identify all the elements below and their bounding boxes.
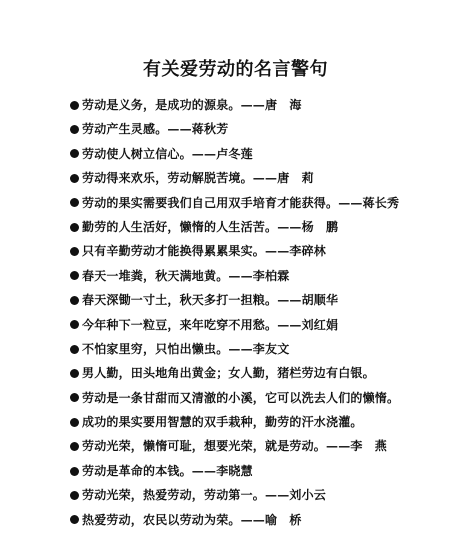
list-item <box>70 288 460 312</box>
quote-text: 劳动产生灵感。——蒋秋芳 <box>82 122 229 137</box>
list-item <box>70 337 460 361</box>
list-item <box>70 410 460 434</box>
quote-text: 勤劳的人生活好，懒惰的人生活苦。——杨 鹏 <box>82 219 339 234</box>
list-item <box>70 264 460 288</box>
quote-text: 男人勤，田头地角出黄金；女人勤，猪栏劳边有白银。 <box>82 366 375 381</box>
list-item <box>70 142 460 166</box>
quote-text: 劳动是一条甘甜而又清澈的小溪，它可以洗去人们的懒惰。 <box>82 390 400 405</box>
list-item <box>70 361 460 385</box>
bullet-icon <box>70 467 79 476</box>
list-item <box>70 117 460 141</box>
page-title: 有关爱劳动的名言警句 <box>143 59 328 80</box>
quote-text: 今年种下一粒豆，来年吃穿不用愁。——刘红娟 <box>82 317 339 332</box>
list-item <box>70 166 460 190</box>
bullet-icon <box>70 174 79 183</box>
quote-text: 只有辛勤劳动才能换得累累果实。——李碎林 <box>82 244 327 259</box>
list-item <box>70 215 460 239</box>
list-item <box>70 434 460 458</box>
list-item <box>70 313 460 337</box>
list-item <box>70 459 460 483</box>
bullet-icon <box>70 247 79 256</box>
bullet-icon <box>70 393 79 402</box>
bullet-icon <box>70 369 79 378</box>
quote-list <box>70 93 460 532</box>
quote-text: 热爱劳动，农民以劳动为荣。——喻 桥 <box>82 512 302 527</box>
quote-text: 劳动得来欢乐，劳动解脱苦境。——唐 莉 <box>82 171 314 186</box>
bullet-icon <box>70 296 79 305</box>
list-item <box>70 239 460 263</box>
bullet-icon <box>70 442 79 451</box>
bullet-icon <box>70 198 79 207</box>
bullet-icon <box>70 515 79 524</box>
quote-text: 劳动是义务，是成功的源泉。——唐 海 <box>82 98 302 112</box>
quote-text: 劳动的果实需要我们自己用双手培育才能获得。——蒋长秀 <box>82 195 400 210</box>
bullet-icon <box>70 320 79 329</box>
quote-text: 劳动是革命的本钱。——李晓慧 <box>82 463 253 478</box>
list-item <box>70 483 460 507</box>
quote-text: 春天一堆粪，秋天满地黄。——李柏霖 <box>82 268 290 283</box>
list-item <box>70 508 460 532</box>
bullet-icon <box>70 149 79 158</box>
bullet-icon <box>70 223 79 232</box>
list-item <box>70 386 460 410</box>
bullet-icon <box>70 418 79 427</box>
list-item <box>70 191 460 215</box>
bullet-icon <box>70 125 79 134</box>
quote-text: 劳动光荣，懒惰可耻，想要光荣，就是劳动。——李 燕 <box>82 439 388 454</box>
list-item <box>70 93 460 117</box>
quote-text: 不怕家里穷，只怕出懒虫。——李友文 <box>82 341 290 356</box>
bullet-icon <box>70 491 79 500</box>
quote-text: 劳动使人树立信心。——卢冬莲 <box>82 146 253 161</box>
quote-text: 春天深锄一寸土，秋天多打一担粮。——胡顺华 <box>82 293 339 308</box>
bullet-icon <box>70 271 79 280</box>
bullet-icon <box>70 345 79 354</box>
bullet-icon <box>70 101 79 110</box>
quote-text: 劳动光荣，热爱劳动，劳动第一。——刘小云 <box>82 488 327 503</box>
quote-text: 成功的果实要用智慧的双手栽种，勤劳的汗水浇灌。 <box>82 415 363 430</box>
